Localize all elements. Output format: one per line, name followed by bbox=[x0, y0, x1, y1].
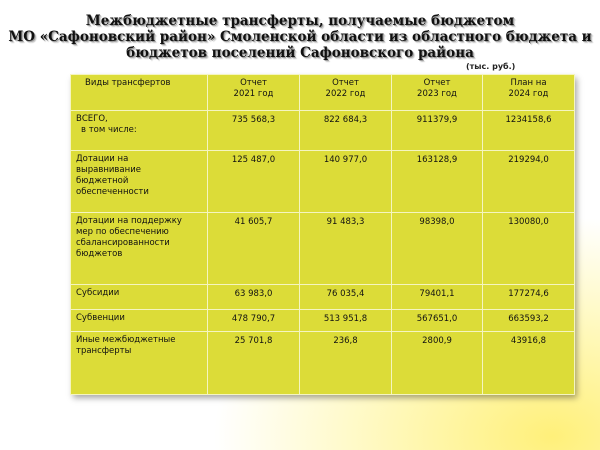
table-row-other-transfers bbox=[71, 332, 575, 395]
cell-2023: 2800,9 bbox=[392, 332, 483, 395]
cell-2024: 130080,0 bbox=[483, 213, 575, 285]
cell-2023: 79401,1 bbox=[392, 285, 483, 310]
header-2024-plan: План на 2024 год bbox=[483, 75, 575, 111]
cell-2024: 43916,8 bbox=[483, 332, 575, 395]
cell-2021: 25 701,8 bbox=[208, 332, 300, 395]
header-transfer-types: Виды трансфертов bbox=[71, 75, 208, 111]
cell-2023: 98398,0 bbox=[392, 213, 483, 285]
row-label: Субвенции bbox=[71, 310, 208, 332]
row-label: Дотации на поддержку мер по обеспечению сбалансированности бюджетов bbox=[71, 213, 208, 285]
title-line-2: МО «Сафоновский район» Смоленской области из областного бюджета и bbox=[8, 29, 592, 45]
cell-2021: 125 487,0 bbox=[208, 151, 300, 213]
header-2022: Отчет 2022 год bbox=[300, 75, 392, 111]
cell-2024: 177274,6 bbox=[483, 285, 575, 310]
row-label: Дотации на выравнивание бюджетной обеспеченности bbox=[71, 151, 208, 213]
cell-2023: 911379,9 bbox=[392, 111, 483, 151]
cell-2022: 140 977,0 bbox=[300, 151, 392, 213]
cell-2021: 735 568,3 bbox=[208, 111, 300, 151]
cell-2023: 567651,0 bbox=[392, 310, 483, 332]
cell-2022: 236,8 bbox=[300, 332, 392, 395]
cell-2022: 822 684,3 bbox=[300, 111, 392, 151]
row-label: Иные межбюджетные трансферты bbox=[71, 332, 208, 395]
cell-2021: 41 605,7 bbox=[208, 213, 300, 285]
cell-2024: 219294,0 bbox=[483, 151, 575, 213]
header-2021: Отчет 2021 год bbox=[208, 75, 300, 111]
cell-2021: 478 790,7 bbox=[208, 310, 300, 332]
table-row-total bbox=[71, 111, 575, 151]
row-label: Субсидии bbox=[71, 285, 208, 310]
cell-2022: 513 951,8 bbox=[300, 310, 392, 332]
cell-2024: 663593,2 bbox=[483, 310, 575, 332]
cell-2022: 76 035,4 bbox=[300, 285, 392, 310]
transfers-table bbox=[70, 74, 575, 395]
cell-2024: 1234158,6 bbox=[483, 111, 575, 151]
slide-title bbox=[0, 13, 600, 61]
table-row-subventions bbox=[71, 310, 575, 332]
cell-2023: 163128,9 bbox=[392, 151, 483, 213]
title-line-1: Межбюджетные трансферты, получаемые бюджетом bbox=[85, 13, 515, 29]
title-line-3: бюджетов поселений Сафоновского района bbox=[126, 45, 474, 61]
row-label: ВСЕГО, в том числе: bbox=[71, 111, 208, 151]
table-row-equalization-grants bbox=[71, 151, 575, 213]
units-label: (тыс. руб.) bbox=[466, 62, 516, 71]
transfers-table-container bbox=[70, 74, 574, 394]
table-row-subsidies bbox=[71, 285, 575, 310]
cell-2021: 63 983,0 bbox=[208, 285, 300, 310]
cell-2022: 91 483,3 bbox=[300, 213, 392, 285]
header-2023: Отчет 2023 год bbox=[392, 75, 483, 111]
table-header-row bbox=[71, 75, 575, 111]
table-row-balance-grants bbox=[71, 213, 575, 285]
